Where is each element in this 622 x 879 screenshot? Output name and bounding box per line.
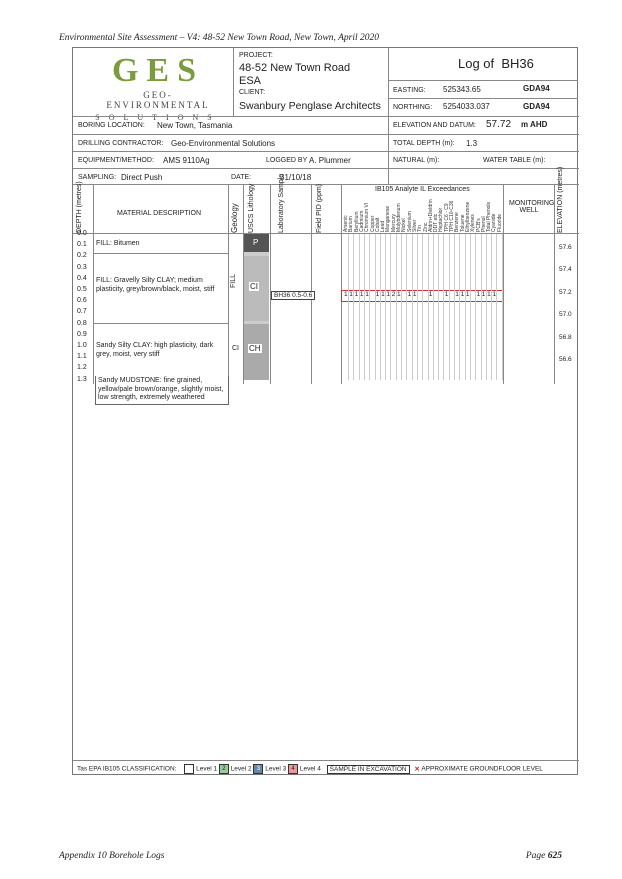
depth-tick-label: 1.3	[77, 375, 87, 383]
analyte-gridline	[417, 234, 418, 380]
analyte-gridline	[348, 234, 349, 380]
date-label: DATE:	[231, 174, 252, 181]
analyte-gridline	[454, 234, 455, 380]
analyte-gridline	[353, 234, 354, 380]
groundfloor-label: APPROXIMATE GROUNDFLOOR LEVEL	[421, 765, 543, 773]
depth-tick-label: 0.7	[77, 308, 87, 316]
logo-line2: SOLUTIONS	[95, 113, 221, 122]
exceedance-cell: 1	[460, 291, 465, 298]
client-value: Swanbury Penglase Architects	[239, 100, 381, 112]
level4-num: 4	[291, 766, 295, 772]
analyte-label: Cobalt	[374, 217, 381, 232]
easting-label: EASTING:	[393, 87, 426, 94]
level2-label: Level 2	[230, 765, 252, 773]
analyte-label: Copper	[369, 215, 376, 232]
exceedance-cell: 1	[481, 291, 486, 298]
analyte-gridline	[470, 234, 471, 380]
analyte-label: Phenol	[480, 216, 487, 232]
depth-tick-label: 0.6	[77, 297, 87, 305]
boring-location-label: BORING LOCATION:	[78, 122, 145, 129]
project-value-2: ESA	[239, 75, 262, 87]
elevation-tick-label: 57.6	[559, 244, 572, 251]
geology-fill: FILL	[230, 273, 237, 288]
elevation-tick-label: 57.0	[559, 311, 572, 319]
analyte-gridline	[459, 234, 460, 380]
analyte-gridline	[422, 234, 423, 380]
analyte-gridline	[359, 234, 360, 380]
classification-label: Tas EPA IB105 CLASSIFICATION:	[77, 765, 177, 773]
northing-label: NORTHING:	[393, 104, 433, 111]
depth-tick-label: 0.2	[77, 252, 87, 260]
analyte-gridline	[390, 234, 391, 380]
sample-box: BH36 0.5-0.6	[271, 291, 315, 300]
analyte-label: Zinc	[422, 222, 429, 232]
elevation-label: ELEVATION AND DATUM:	[393, 122, 476, 129]
water-table-label: WATER TABLE (m):	[483, 157, 546, 164]
easting-datum: GDA94	[523, 84, 550, 93]
uscs-p-label: P	[253, 238, 259, 247]
analyte-label: Arsenic	[343, 215, 349, 232]
analyte-label: Beryllium	[353, 211, 360, 232]
x-mark-icon: ✕	[414, 765, 420, 773]
elevation-unit: m AHD	[521, 120, 548, 129]
analyte-label: Cadmium	[358, 210, 365, 232]
analyte-label: Tin	[417, 225, 424, 232]
analyte-gridline	[412, 234, 413, 380]
analyte-label: TPH C10-C36	[449, 200, 455, 232]
exceedance-cell: 1	[365, 291, 369, 298]
elevation-tick-label: 57.2	[559, 288, 572, 296]
col-monitoring: MONITORING WELL	[509, 200, 555, 214]
exceedance-cell: 1	[444, 291, 449, 298]
exceedance-cell: 1	[359, 291, 364, 298]
level3-swatch	[253, 764, 263, 774]
classification-legend	[77, 764, 543, 774]
col-depth: DEPTH (metres)	[76, 181, 83, 233]
northing-datum: GDA94	[523, 102, 550, 111]
footer-page-number: 625	[547, 851, 562, 861]
log-title: Log of BH36	[458, 56, 534, 71]
analyte-label: Heptachlor	[438, 207, 445, 232]
date-value: 31/10/18	[280, 173, 312, 182]
ges-logo	[93, 52, 223, 122]
exceedance-cell: 1	[476, 291, 481, 298]
depth-tick-label: 0.0	[77, 230, 87, 237]
logo-mark: GES	[111, 52, 205, 89]
analyte-gridline	[491, 234, 492, 380]
project-label: PROJECT:	[239, 52, 273, 59]
layer-3-desc: Sandy Silty CLAY: high plasticity, dark grey, moist, very stiff	[96, 342, 214, 358]
analyte-gridline	[449, 234, 450, 380]
exceedance-cell: 2	[391, 291, 396, 298]
analyte-gridline	[380, 234, 381, 380]
exceedance-cell: 1	[344, 291, 348, 298]
exceedance-cell: 1	[407, 291, 412, 298]
analyte-label: Silver	[411, 219, 418, 232]
exceedance-cell: 1	[492, 291, 497, 298]
analyte-gridline	[438, 234, 439, 380]
elevation-tick-label: 57.4	[559, 266, 572, 274]
sampling-label: SAMPLING:	[78, 174, 117, 181]
equipment-label: EQUIPMENT/METHOD:	[78, 157, 154, 164]
analyte-gridline	[385, 234, 386, 380]
borehole-log-sheet	[72, 47, 578, 775]
exceedance-cell: 1	[487, 291, 491, 298]
analyte-label: DDT etc	[433, 213, 440, 232]
equipment-value: AMS 9110Ag	[163, 156, 210, 165]
footer-page-prefix: Page	[525, 851, 546, 861]
total-depth-value: 1.3	[466, 139, 478, 148]
easting-value: 525343.65	[443, 85, 481, 94]
col-analyte-title: IB105 Analyte IL Exceedances	[375, 186, 470, 193]
analyte-label: Benzene	[454, 212, 461, 232]
drilling-contractor-label: DRILLING CONTRACTOR:	[78, 140, 164, 147]
exceedance-cell: 1	[381, 291, 385, 298]
analyte-label: PCB's	[475, 218, 482, 232]
analyte-label: Mercury	[390, 213, 397, 232]
level3-label: Level 3	[265, 765, 287, 773]
depth-tick-label: 0.3	[77, 263, 87, 271]
analyte-gridline	[465, 234, 466, 380]
analyte-gridline	[481, 234, 482, 380]
footer-right	[526, 851, 562, 861]
final-layer-desc: Sandy MUDSTONE: fine grained, yellow/pale brown/orange, slightly moist, low strength, extremely weathered	[95, 376, 229, 405]
analyte-gridline	[502, 234, 503, 380]
uscs-ch-label: CH	[249, 344, 261, 353]
level2-swatch	[219, 764, 229, 774]
depth-tick-label: 1.0	[77, 342, 87, 349]
analyte-gridline	[433, 234, 434, 380]
exceedance-cell: 1	[465, 291, 470, 298]
uscs-ci-label: CI	[250, 282, 258, 291]
analyte-gridline	[375, 234, 376, 380]
col-geology: Geology	[230, 203, 239, 233]
analyte-label: Toluene	[459, 214, 466, 232]
exceedance-cell: 1	[386, 291, 391, 298]
logged-by-label: LOGGED BY	[266, 157, 308, 164]
analyte-label: Molybdenum	[396, 203, 402, 232]
sampling-value: Direct Push	[121, 173, 163, 182]
boring-location-value: New Town, Tasmania	[157, 121, 233, 130]
analyte-label: Chromium VI	[364, 202, 371, 232]
depth-tick-label: 0.9	[77, 330, 87, 338]
exceedance-cell: 1	[455, 291, 459, 298]
total-depth-label: TOTAL DEPTH (m):	[393, 140, 455, 147]
natural-label: NATURAL (m):	[393, 157, 440, 164]
analyte-gridline	[443, 234, 444, 380]
elevation-value: 57.72	[486, 119, 512, 130]
analyte-label: Aldrin+Dieldrin	[427, 199, 434, 232]
analyte-gridline	[406, 234, 407, 380]
exceedance-cell: 1	[375, 291, 380, 298]
elevation-tick-label: 56.8	[559, 333, 572, 341]
analyte-gridline	[475, 234, 476, 380]
exceedance-cell: 1	[349, 291, 353, 298]
depth-tick-label: 0.8	[77, 319, 87, 327]
client-label: CLIENT:	[239, 89, 266, 96]
geology-ci: CI	[232, 345, 239, 352]
analyte-label: Selenium	[406, 211, 413, 232]
footer-left: Appendix 10 Borehole Logs	[59, 851, 165, 861]
analyte-label: Manganese	[385, 205, 392, 232]
level1-label: Level 1	[196, 765, 218, 773]
analyte-label: Barium	[348, 216, 355, 232]
col-uscs: USCS Lithology	[248, 183, 255, 233]
analyte-label: Cyanide	[491, 213, 498, 232]
analyte-label: Ethylbenzene	[464, 201, 471, 232]
level3-num: 3	[256, 766, 261, 772]
depth-tick-label: 0.4	[77, 274, 87, 282]
level1-swatch	[184, 764, 194, 774]
exceedance-cell: 1	[397, 291, 401, 298]
col-material: MATERIAL DESCRIPTION	[117, 210, 202, 217]
sample-excavation-label: SAMPLE IN EXCAVATION	[327, 765, 410, 774]
depth-tick-label: 0.5	[77, 286, 87, 293]
project-value-1: 48-52 New Town Road	[239, 62, 351, 74]
elevation-tick-label: 56.6	[559, 356, 572, 363]
analyte-gridline	[364, 234, 365, 380]
drilling-contractor-value: Geo-Environmental Solutions	[171, 139, 276, 148]
analyte-label: Nickel	[401, 218, 408, 232]
level4-swatch	[288, 764, 298, 774]
analyte-label: Total Phenols	[486, 201, 493, 232]
analyte-gridline	[496, 234, 497, 380]
depth-tick-label: 1.2	[77, 364, 87, 372]
col-lab: Laboratory Sample	[278, 173, 285, 233]
level2-num: 2	[222, 766, 226, 772]
exceedance-cell: 1	[354, 291, 359, 298]
analyte-label: Lead	[380, 220, 387, 232]
exceedance-cell: 1	[412, 291, 417, 298]
analyte-gridline	[486, 234, 487, 380]
layer-2-desc: FILL: Gravelly Silty CLAY; medium plasticity, grey/brown/black, moist, stiff	[96, 277, 215, 293]
analyte-gridline	[369, 234, 370, 380]
logo-line1: GEO-ENVIRONMENTAL	[106, 90, 210, 110]
northing-value: 5254033.037	[443, 102, 490, 111]
analyte-gridline	[401, 234, 402, 380]
depth-tick-label: 1.1	[77, 353, 87, 361]
analyte-label: TPH C6 - C9	[443, 203, 450, 232]
analyte-label: Fluoride	[496, 213, 503, 232]
logged-by-value: A. Plummer	[309, 156, 351, 165]
depth-tick-label: 0.1	[77, 241, 87, 249]
col-pid: Field PID (ppm)	[316, 183, 323, 233]
analyte-gridline	[396, 234, 397, 380]
analyte-gridline	[428, 234, 429, 380]
page-header: Environmental Site Assessment – V4: 48-52 New Town Road, New Town, April 2020	[59, 33, 380, 43]
analyte-label: Xylenes	[470, 214, 477, 232]
col-elevation: ELEVATION (metres)	[557, 166, 564, 233]
exceedance-cell: 1	[428, 291, 433, 298]
layer-1-desc: FILL: Bitumen	[96, 240, 140, 247]
level4-label: Level 4	[299, 765, 321, 773]
